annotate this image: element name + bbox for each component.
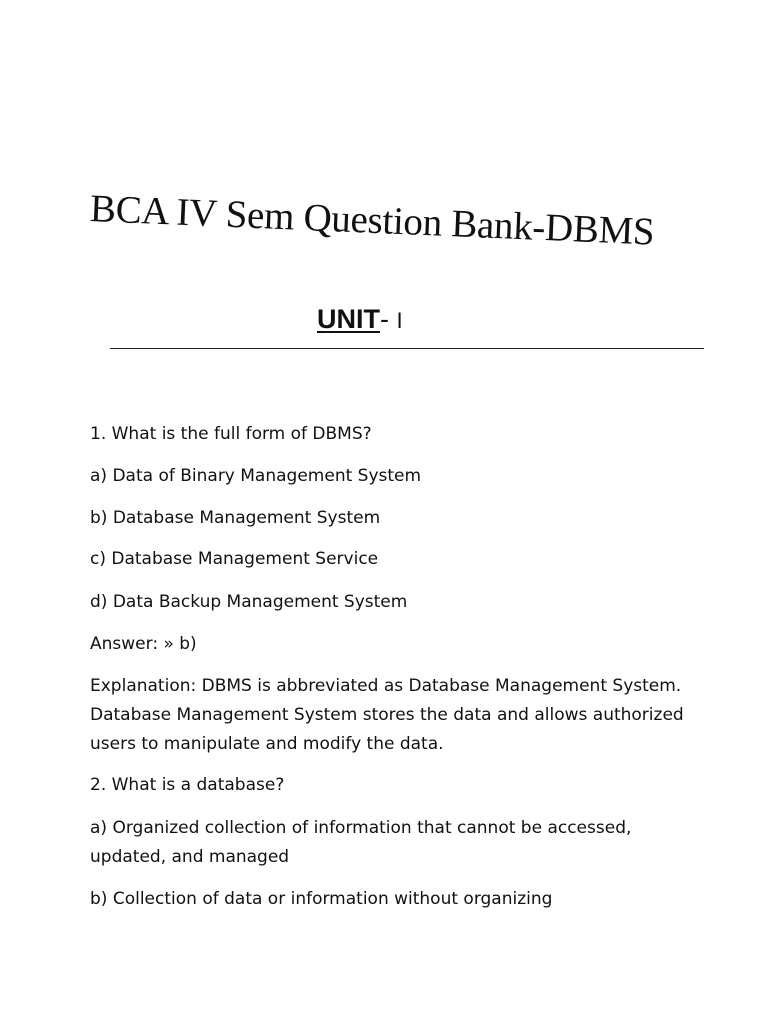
question-1-answer: Answer: » b) [90, 634, 197, 654]
horizontal-divider [110, 348, 704, 349]
unit-heading [317, 302, 403, 338]
question-1-option-d: d) Data Backup Management System [90, 592, 408, 612]
question-2-option-b: b) Collection of data or information without organizing [90, 889, 553, 909]
unit-number: I [396, 308, 403, 333]
question-1-option-b: b) Database Management System [90, 508, 381, 528]
question-2-option-a: a) Organized collection of information that cannot be accessed, updated, and managed [90, 818, 632, 867]
question-1-explanation: Explanation: DBMS is abbreviated as Database Management System. Database Management System stores the data and allows authorized users to manipulate and modify the data. [90, 676, 684, 754]
question-1-option-c: c) Database Management Service [90, 549, 379, 569]
question-2-text: 2. What is a database? [90, 775, 285, 795]
document-title: BCA IV Sem Question Bank-DBMS [89, 187, 656, 254]
unit-separator: - [380, 304, 397, 334]
question-1-option-a: a) Data of Binary Management System [90, 466, 422, 486]
unit-word: UNIT [317, 304, 380, 334]
question-1-text: 1. What is the full form of DBMS? [90, 424, 372, 444]
